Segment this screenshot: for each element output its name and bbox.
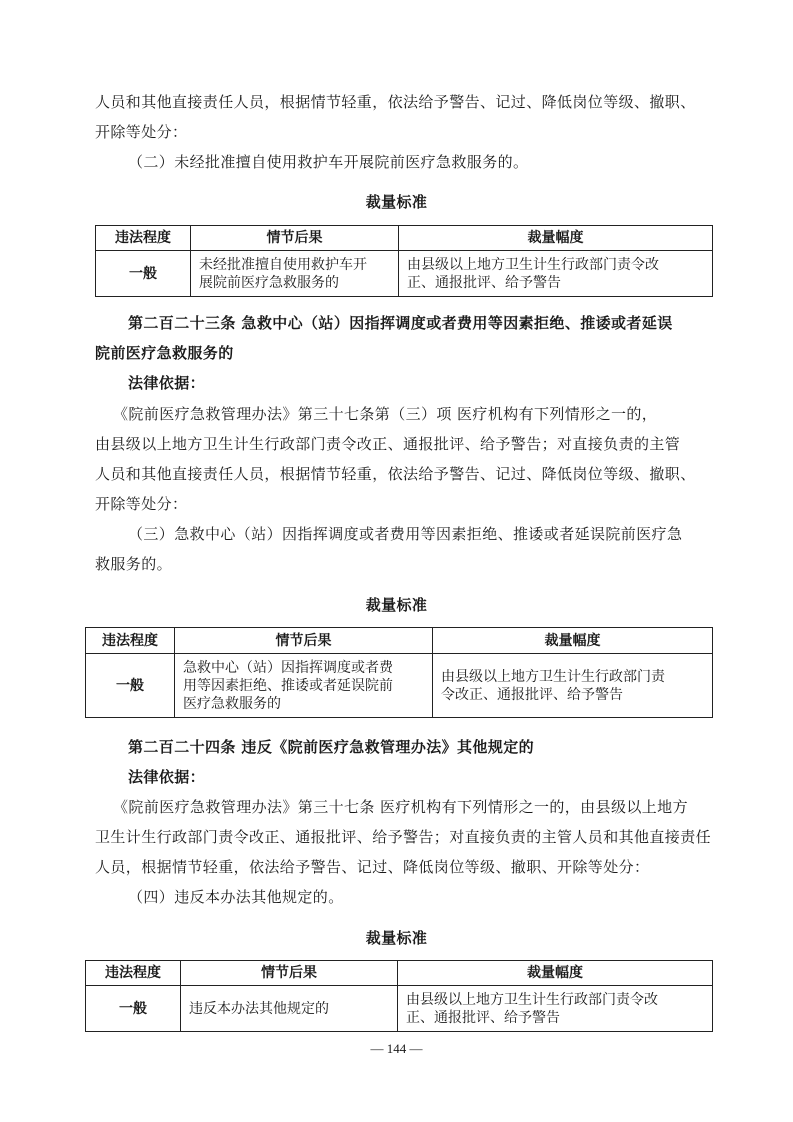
- header-degree: 违法程度: [96, 226, 191, 251]
- range-cell: [398, 986, 713, 1032]
- body-line: 人员和其他直接责任人员，根据情节轻重，依法给予警告、记过、降低岗位等级、撤职、: [95, 93, 696, 111]
- table-header-row: [96, 226, 713, 251]
- consequence-cell: [191, 251, 399, 297]
- header-range: 裁量幅度: [399, 226, 713, 251]
- article-heading: 第二百二十四条 违反《院前医疗急救管理办法》其他规定的: [128, 738, 535, 756]
- cell-line: 用等因素拒绝、推诿或者延误院前: [183, 677, 393, 694]
- body-line: （四）违反本办法其他规定的。: [128, 888, 344, 906]
- range-cell: [399, 251, 713, 297]
- standard-table: [85, 960, 713, 1032]
- body-line: 《院前医疗急救管理办法》第三十七条第（三）项 医疗机构有下列情形之一的，: [113, 405, 658, 423]
- table-header-row: [86, 961, 713, 986]
- article-heading: 第二百二十三条 急救中心（站）因指挥调度或者费用等因素拒绝、推诿或者延误: [128, 314, 673, 332]
- body-line: 《院前医疗急救管理办法》第三十七条 医疗机构有下列情形之一的，由县级以上地方: [113, 798, 688, 816]
- table-row: [96, 251, 713, 297]
- body-line: 救服务的。: [95, 555, 173, 573]
- cell-line: 由县级以上地方卫生计生行政部门责: [441, 668, 665, 685]
- cell-line: 由县级以上地方卫生计生行政部门责令改: [407, 256, 659, 273]
- header-range: 裁量幅度: [433, 628, 713, 654]
- basis-label: 法律依据：: [128, 768, 206, 786]
- body-line: （二）未经批准擅自使用救护车开展院前医疗急救服务的。: [128, 153, 529, 171]
- consequence-cell: [175, 654, 433, 718]
- cell-line: 未经批准擅自使用救护车开: [199, 256, 367, 273]
- cell-line: 令改正、通报批评、给予警告: [441, 686, 623, 703]
- table-row: [86, 986, 713, 1032]
- body-line: 开除等处分：: [95, 123, 188, 141]
- header-range: 裁量幅度: [398, 961, 713, 986]
- header-degree: 违法程度: [86, 961, 181, 986]
- body-line: 人员，根据情节轻重，依法给予警告、记过、降低岗位等级、撤职、开除等处分：: [95, 858, 650, 876]
- header-consequence: 情节后果: [191, 226, 399, 251]
- table-title: 裁量标准: [365, 596, 428, 614]
- body-line: 开除等处分：: [95, 495, 188, 513]
- header-consequence: 情节后果: [181, 961, 398, 986]
- body-line: 由县级以上地方卫生计生行政部门责令改正、通报批评、给予警告；对直接负责的主管: [95, 435, 681, 453]
- basis-label: 法律依据：: [128, 374, 206, 392]
- range-cell: [433, 654, 713, 718]
- standard-table: [95, 225, 713, 297]
- consequence-cell: [181, 986, 398, 1032]
- cell-line: 由县级以上地方卫生计生行政部门责令改: [406, 991, 658, 1008]
- degree-cell: 一般: [96, 251, 191, 297]
- body-line: 卫生计生行政部门责令改正、通报批评、给予警告；对直接负责的主管人员和其他直接责任: [95, 828, 712, 846]
- table-title: 裁量标准: [365, 193, 428, 211]
- table-title: 裁量标准: [365, 929, 428, 947]
- table-header-row: [86, 628, 713, 654]
- header-consequence: 情节后果: [175, 628, 433, 654]
- cell-line: 正、通报批评、给予警告: [406, 1009, 560, 1026]
- page-number: — 144 —: [370, 1041, 423, 1056]
- body-line: （三）急救中心（站）因指挥调度或者费用等因素拒绝、推诿或者延误院前医疗急: [128, 525, 683, 543]
- cell-line: 正、通报批评、给予警告: [407, 274, 561, 291]
- cell-line: 急救中心（站）因指挥调度或者费: [183, 659, 393, 676]
- header-degree: 违法程度: [86, 628, 175, 654]
- degree-cell: 一般: [86, 986, 181, 1032]
- article-heading: 院前医疗急救服务的: [95, 344, 234, 362]
- cell-line: 展院前医疗急救服务的: [199, 274, 339, 291]
- cell-line: 违反本办法其他规定的: [189, 1000, 329, 1017]
- standard-table: [85, 627, 713, 718]
- cell-line: 医疗急救服务的: [183, 695, 281, 712]
- degree-cell: 一般: [86, 654, 175, 718]
- table-row: [86, 654, 713, 718]
- body-line: 人员和其他直接责任人员，根据情节轻重，依法给予警告、记过、降低岗位等级、撤职、: [95, 465, 696, 483]
